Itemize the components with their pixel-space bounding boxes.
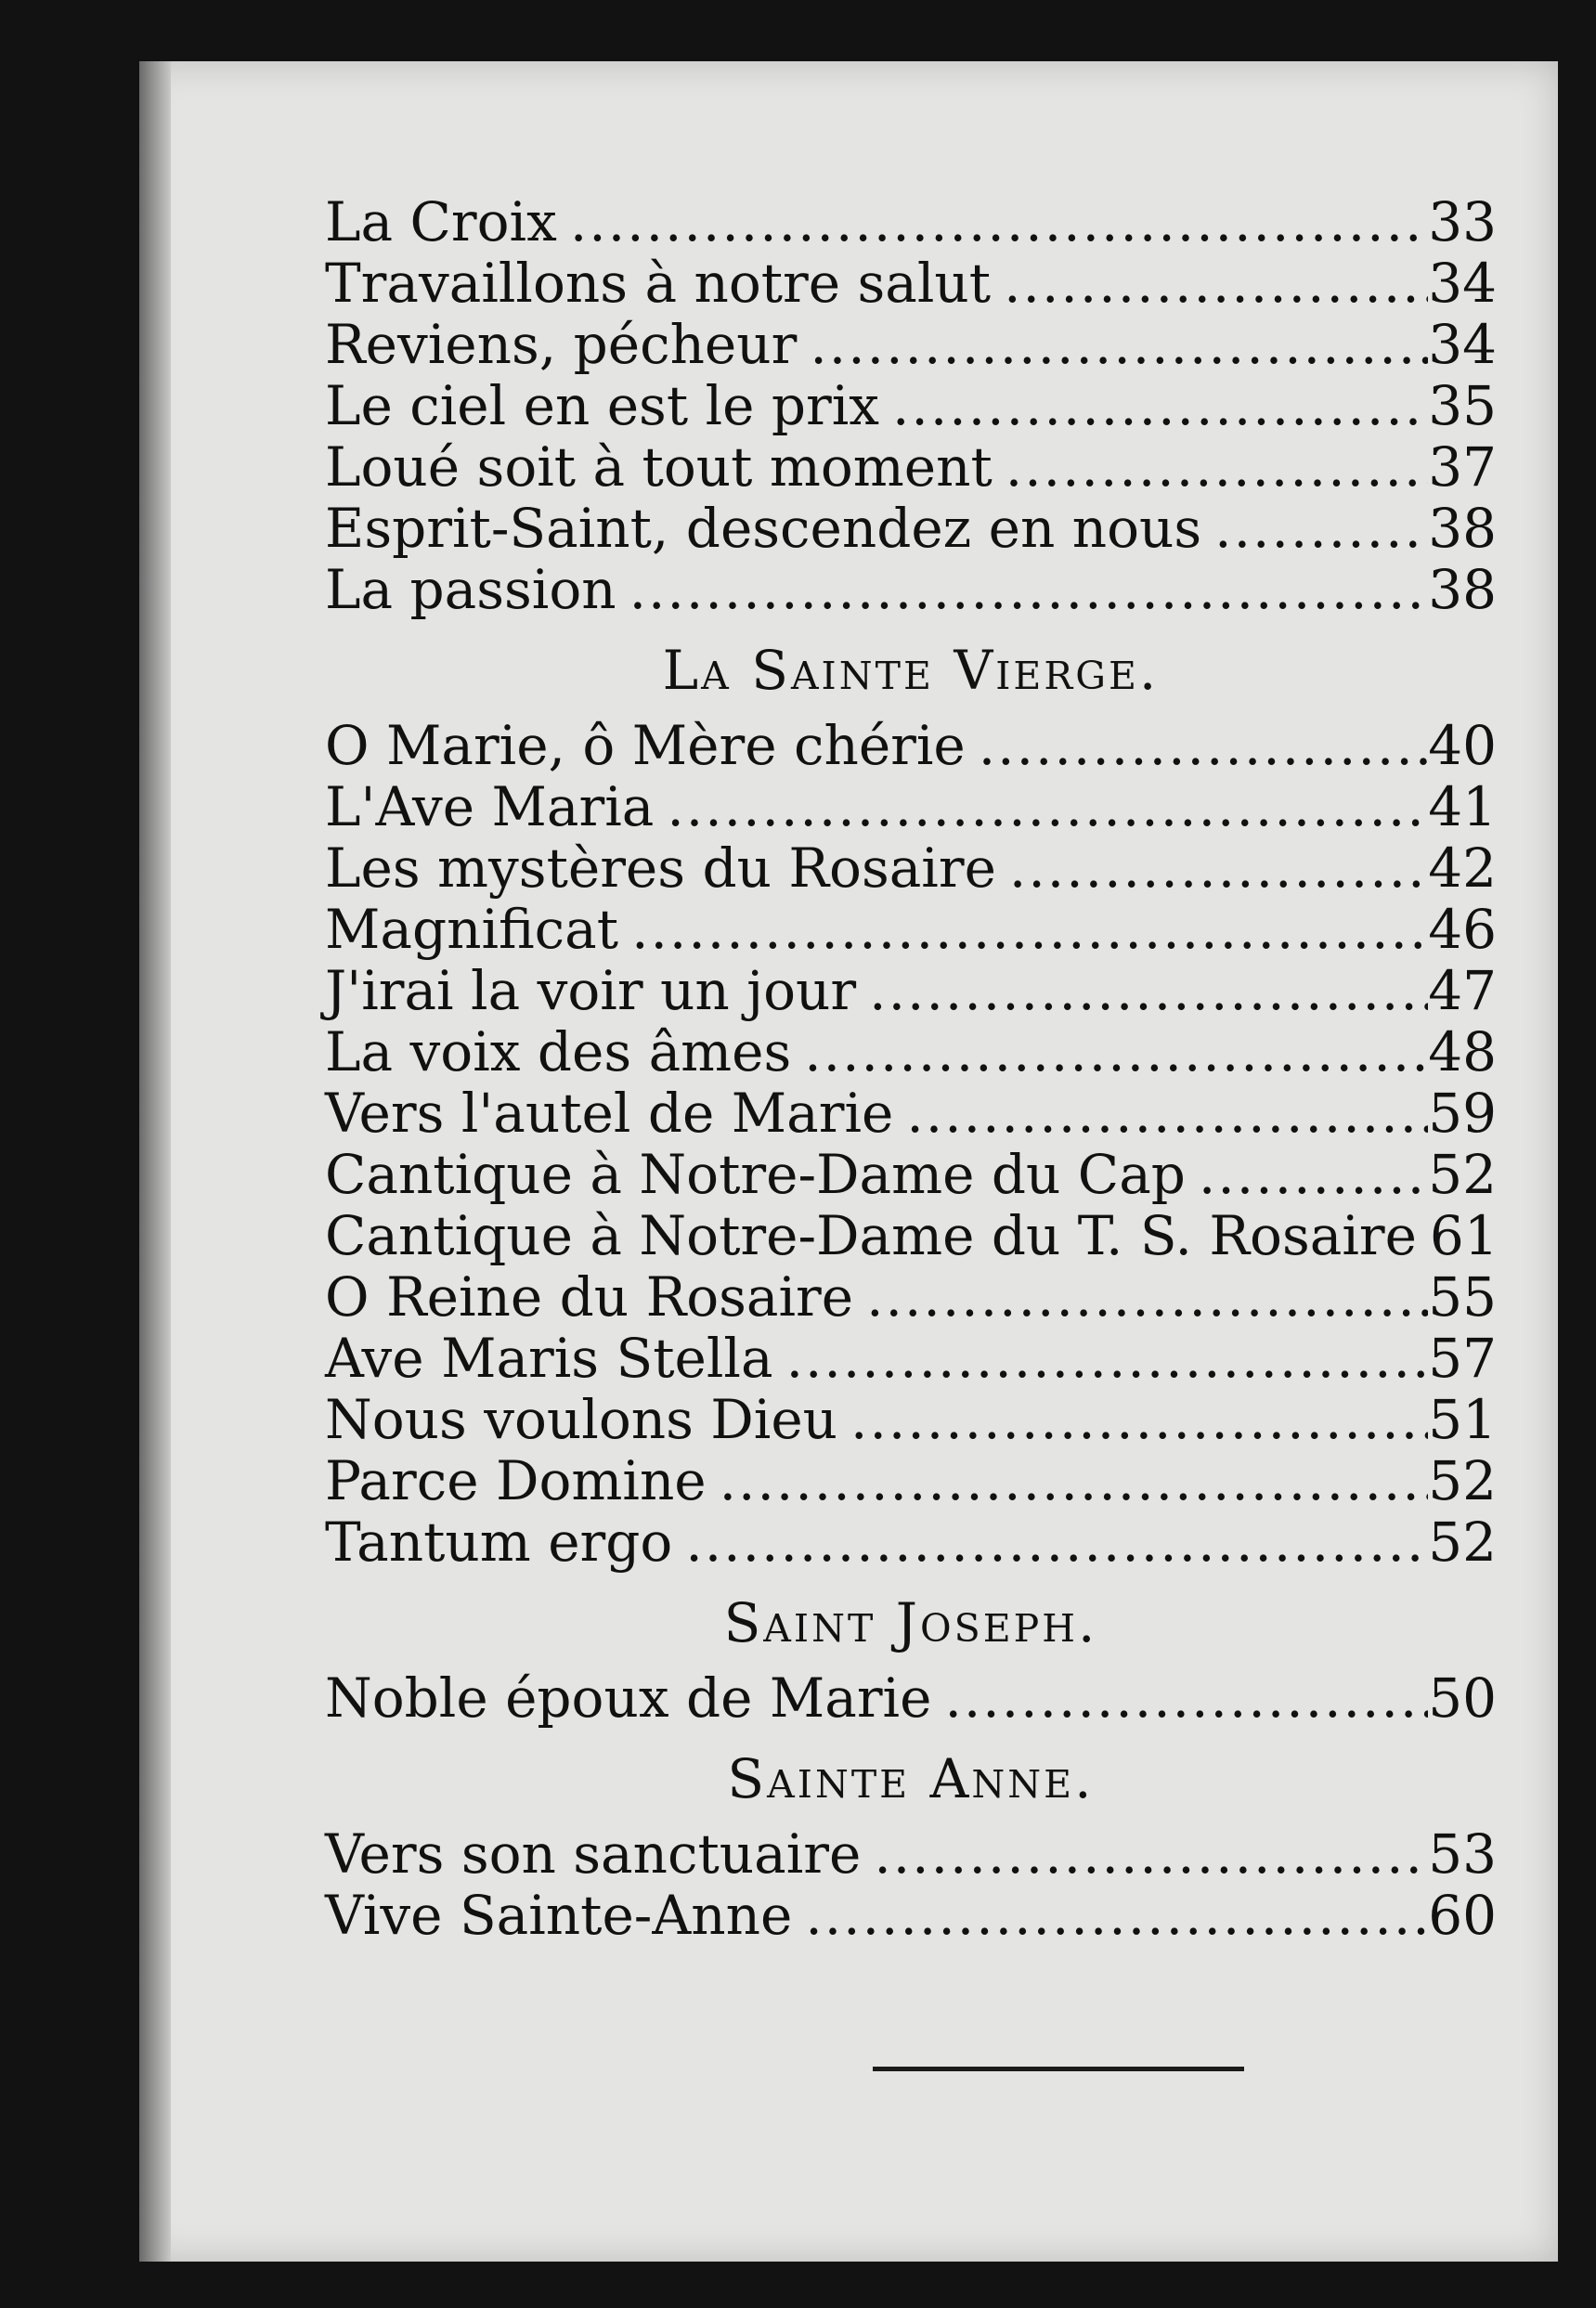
entry-title: Le ciel en est le prix [325,374,879,437]
entry-page-number: 55 [1428,1265,1497,1329]
entry-page-number: 33 [1428,190,1497,253]
dot-leader [869,960,1428,1021]
entry-page-number: 35 [1428,374,1497,437]
entry-title: Loué soit à tout moment [325,435,993,499]
toc-entry [325,559,1497,620]
dot-leader [805,1885,1428,1946]
dot-leader [629,559,1429,620]
entry-title: J'irai la voir un jour [325,959,857,1022]
toc-entry [325,1266,1497,1328]
dot-leader [850,1389,1428,1450]
entry-page-number: 60 [1428,1884,1497,1947]
toc-entry [325,253,1497,314]
entry-title: La passion [325,558,616,621]
entry-title: Ave Maris Stella [325,1327,773,1390]
entry-page-number: 59 [1428,1082,1497,1145]
toc-entry [325,1144,1497,1205]
dot-leader [892,375,1428,436]
dot-leader [804,1021,1428,1083]
toc-entry [325,1389,1497,1450]
entry-page-number: 40 [1428,714,1497,777]
dot-leader [810,314,1428,375]
entry-title: Vive Sainte-Anne [325,1884,793,1947]
toc-entry [325,375,1497,436]
dot-leader [1004,253,1428,314]
dot-leader [1006,436,1428,498]
entry-page-number: 42 [1428,836,1497,900]
entry-page-number: 47 [1428,959,1497,1022]
entry-page-number: 37 [1428,435,1497,499]
toc-entry [325,960,1497,1021]
toc-entry [325,1205,1497,1266]
toc-entry [325,498,1497,559]
entry-title: Vers son sanctuaire [325,1822,862,1886]
entry-title: La voix des âmes [325,1020,792,1083]
entry-title: Cantique à Notre-Dame du T. S. Rosaire [325,1204,1417,1267]
toc-entry [325,1885,1497,1946]
entry-title: Noble époux de Marie [325,1666,932,1730]
dot-leader [631,899,1428,960]
dot-leader [667,776,1428,837]
entry-title: Cantique à Notre-Dame du Cap [325,1143,1186,1206]
dot-leader [720,1450,1429,1511]
section-heading: Sainte Anne. [727,1747,1095,1810]
entry-title: Reviens, pécheur [325,313,798,376]
entry-page-number: 34 [1428,252,1497,315]
entry-title: Les mystères du Rosaire [325,836,996,900]
toc-entry [325,1083,1497,1144]
section-heading: La Sainte Vierge. [662,639,1160,702]
entry-title: O Reine du Rosaire [325,1265,854,1329]
dot-leader [906,1083,1428,1144]
toc-entry [325,837,1497,899]
section-heading: Saint Joseph. [723,1591,1098,1654]
toc-entry [325,1021,1497,1083]
toc-entry [325,436,1497,498]
entry-title: L'Ave Maria [325,775,655,838]
dot-leader [866,1266,1428,1328]
entry-title: Travaillons à notre salut [325,252,992,315]
entry-page-number: 51 [1428,1388,1497,1451]
entry-title: Tantum ergo [325,1511,673,1574]
dot-leader [685,1511,1428,1573]
toc-entry [325,1823,1497,1885]
entry-page-number: 61 [1429,1204,1499,1267]
entry-page-number: 52 [1428,1511,1497,1574]
toc-entry [325,1667,1497,1729]
toc-entry [325,776,1497,837]
entry-page-number: 52 [1428,1143,1497,1206]
toc-entry [325,899,1497,960]
entry-page-number: 52 [1428,1449,1497,1512]
entry-page-number: 48 [1428,1020,1497,1083]
toc-entry [325,191,1497,253]
dot-leader [874,1823,1428,1885]
entry-page-number: 50 [1428,1666,1497,1730]
entry-page-number: 41 [1428,775,1497,838]
dot-leader [944,1667,1428,1729]
toc-entry [325,314,1497,375]
toc-entry [325,1328,1497,1389]
dot-leader [979,715,1428,776]
entry-page-number: 34 [1428,313,1497,376]
dot-leader [786,1328,1429,1389]
dot-leader [1009,837,1428,899]
dot-leader [1214,498,1428,559]
toc-entry [325,715,1497,776]
closing-rule [873,2067,1244,2071]
entry-title: Esprit-Saint, descendez en nous [325,497,1202,560]
entry-title: Vers l'autel de Marie [325,1082,894,1145]
book-page [139,61,1558,2262]
entry-title: La Croix [325,190,557,253]
entry-page-number: 38 [1428,558,1497,621]
entry-title: Magnificat [325,898,619,961]
entry-title: Parce Domine [325,1449,707,1512]
dot-leader [1199,1144,1428,1205]
toc-entry [325,1511,1497,1573]
entry-title: O Marie, ô Mère chérie [325,714,966,777]
entry-page-number: 38 [1428,497,1497,560]
entry-title: Nous voulons Dieu [325,1388,838,1451]
entry-page-number: 57 [1428,1327,1497,1390]
dot-leader [570,191,1428,253]
entry-page-number: 46 [1428,898,1497,961]
entry-page-number: 53 [1428,1822,1497,1886]
table-of-contents [325,191,1497,1946]
toc-entry [325,1450,1497,1511]
